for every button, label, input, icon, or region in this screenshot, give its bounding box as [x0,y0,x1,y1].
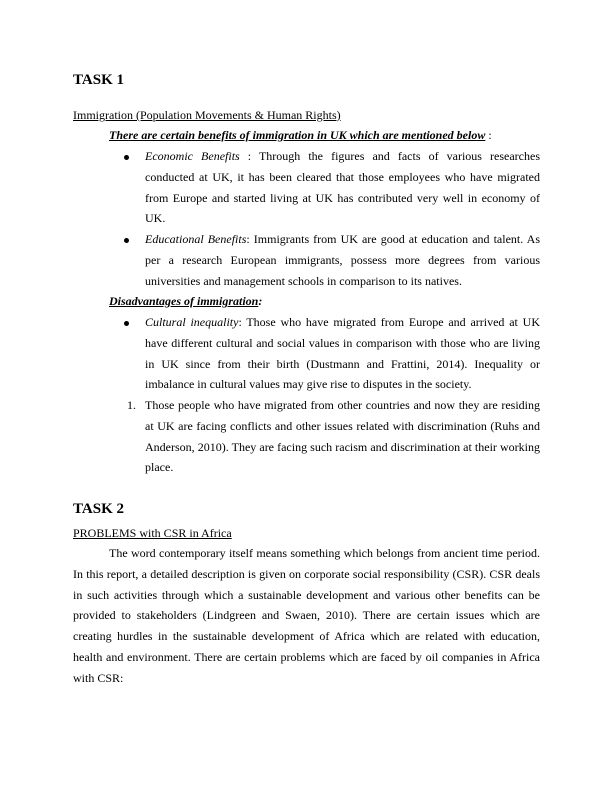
list-number: 1. [127,398,136,412]
benefits-heading [109,128,492,143]
task1-subject: Immigration (Population Movements & Human Rights) [73,108,341,122]
task2-paragraph: The word contemporary itself means something which belongs from ancient time period. In this report, a detailed description is given on corporate social responsibility (CSR). CSR deals in such activities through which a sustainable development and various other benefits can be provided to stakeholders (Lindgreen and Swaen, 2010). There are certain issues which are creating hurdles in the sustainable development of Africa which are related with education, health and environment. There are certain problems which are faced by oil companies in Africa with CSR: [73,546,540,685]
numbered-item-1 [127,395,540,478]
task2-heading: TASK 2 [73,501,124,517]
bullet-icon [124,229,129,250]
task1-heading: TASK 1 [73,72,124,88]
bullet-icon [124,146,129,167]
bullet-icon [124,312,129,333]
numbered-item-text: Those people who have migrated from other countries and now they are residing at UK are facing conflicts and other issues related with discrimination (Ruhs and Anderson, 2010). They are facing such racism and discrimination at their working place. [145,398,540,475]
disadvantages-heading-suffix: : [258,294,263,308]
benefits-heading-suffix: : [485,128,492,142]
disadvantages-heading [109,294,262,309]
disadvantage-text: : Those who have migrated from Europe and arrived at UK have different cultural and social values in comparison with those who are living in UK since from their birth (Dustmann and Frattini, 2014). Inequality or imbalance in cultural values may give rise to disputes in the society. [145,315,540,392]
benefit-item-economic [145,146,540,229]
benefit-text: : Through the figures and facts of various researches conducted at UK, it has been cleared that those employees who have migrated from Europe and started living at UK has contributed very well in economy of UK. [145,149,540,226]
benefit-text: : Immigrants from UK are good at education and talent. As per a research European immigrants, possess more degrees from various universities and management schools in comparison to its natives. [145,232,540,288]
benefit-label: Educational Benefits [145,232,247,246]
disadvantages-heading-text: Disadvantages of immigration [109,294,259,308]
benefit-label: Economic Benefits [145,149,240,163]
task2-subject: PROBLEMS with CSR in Africa [73,526,232,540]
disadvantage-item-cultural [145,312,540,395]
benefits-heading-text: There are certain benefits of immigration in UK which are mentioned below [109,128,486,142]
benefit-item-educational [145,229,540,291]
disadvantage-label: Cultural inequality [145,315,239,329]
